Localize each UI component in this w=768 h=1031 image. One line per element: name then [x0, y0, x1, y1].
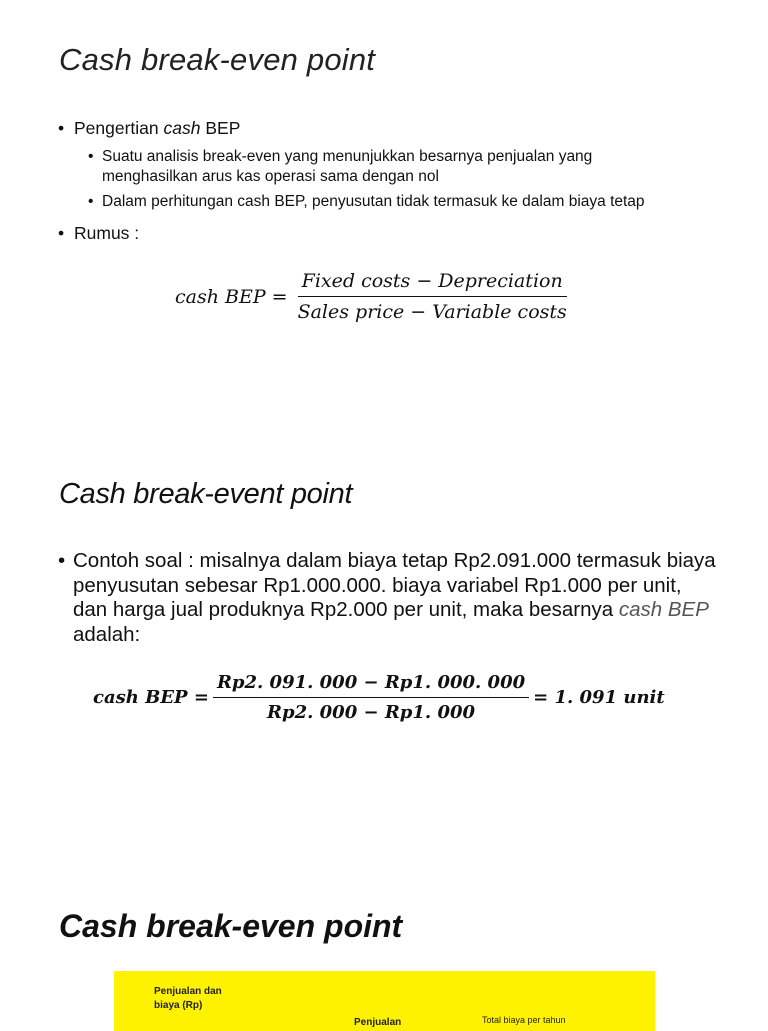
- example-result: = 1. 091 unit: [533, 687, 665, 708]
- bullet-dot: •: [58, 223, 65, 243]
- bullet-dot: •: [58, 118, 65, 138]
- slide2-title: Cash break-event point: [59, 478, 353, 510]
- bullet-dot: •: [58, 549, 66, 572]
- bullet-dot: •: [88, 193, 94, 210]
- example-formula: [93, 672, 665, 723]
- formula-cash-bep: [175, 270, 571, 323]
- formula-numerator: Fixed costs − Depreciation: [298, 270, 567, 297]
- sub-bullet-definition: • Suatu analisis break-even yang menunjukkan besarnya penjualan yang menghasilkan arus kas operasi sama dengan nol: [88, 148, 593, 185]
- chart-y-label: Penjualan dan biaya (Rp): [154, 986, 222, 1011]
- formula-fraction: [294, 270, 571, 323]
- sub-bullet-depreciation: • Dalam perhitungan cash BEP, penyusutan tidak termasuk ke dalam biaya tetap: [88, 193, 645, 210]
- label-total-biaya: Total biaya per tahun: [482, 1015, 566, 1025]
- slide1-title: Cash break-even point: [59, 42, 376, 77]
- chart-area: [114, 971, 655, 1031]
- example-lhs: cash BEP =: [93, 687, 209, 708]
- example-paragraph: • Contoh soal : misalnya dalam biaya tetap Rp2.091.000 termasuk biaya penyusutan sebesar Rp1.000.000. biaya variabel Rp1.000 per unit, dan harga jual produknya Rp2.000 per unit, maka besarnya cash BEP adalah:: [58, 549, 716, 646]
- bullet-dot: •: [88, 148, 94, 165]
- highlight-cash-bep: cash BEP: [618, 598, 709, 621]
- label-penjualan: Penjualan: [354, 1017, 402, 1028]
- example-denominator: Rp2. 000 − Rp1. 000: [267, 702, 476, 723]
- slide3-title: Cash break-even point: [59, 908, 403, 944]
- example-fraction: [213, 672, 529, 723]
- formula-denominator: Sales price − Variable costs: [297, 301, 567, 323]
- bullet-rumus: • Rumus :: [58, 223, 140, 243]
- formula-lhs: cash BEP =: [175, 285, 288, 308]
- bullet-pengertian: • Pengertian cash BEP: [58, 118, 241, 138]
- example-numerator: Rp2. 091. 000 − Rp1. 000. 000: [213, 672, 529, 698]
